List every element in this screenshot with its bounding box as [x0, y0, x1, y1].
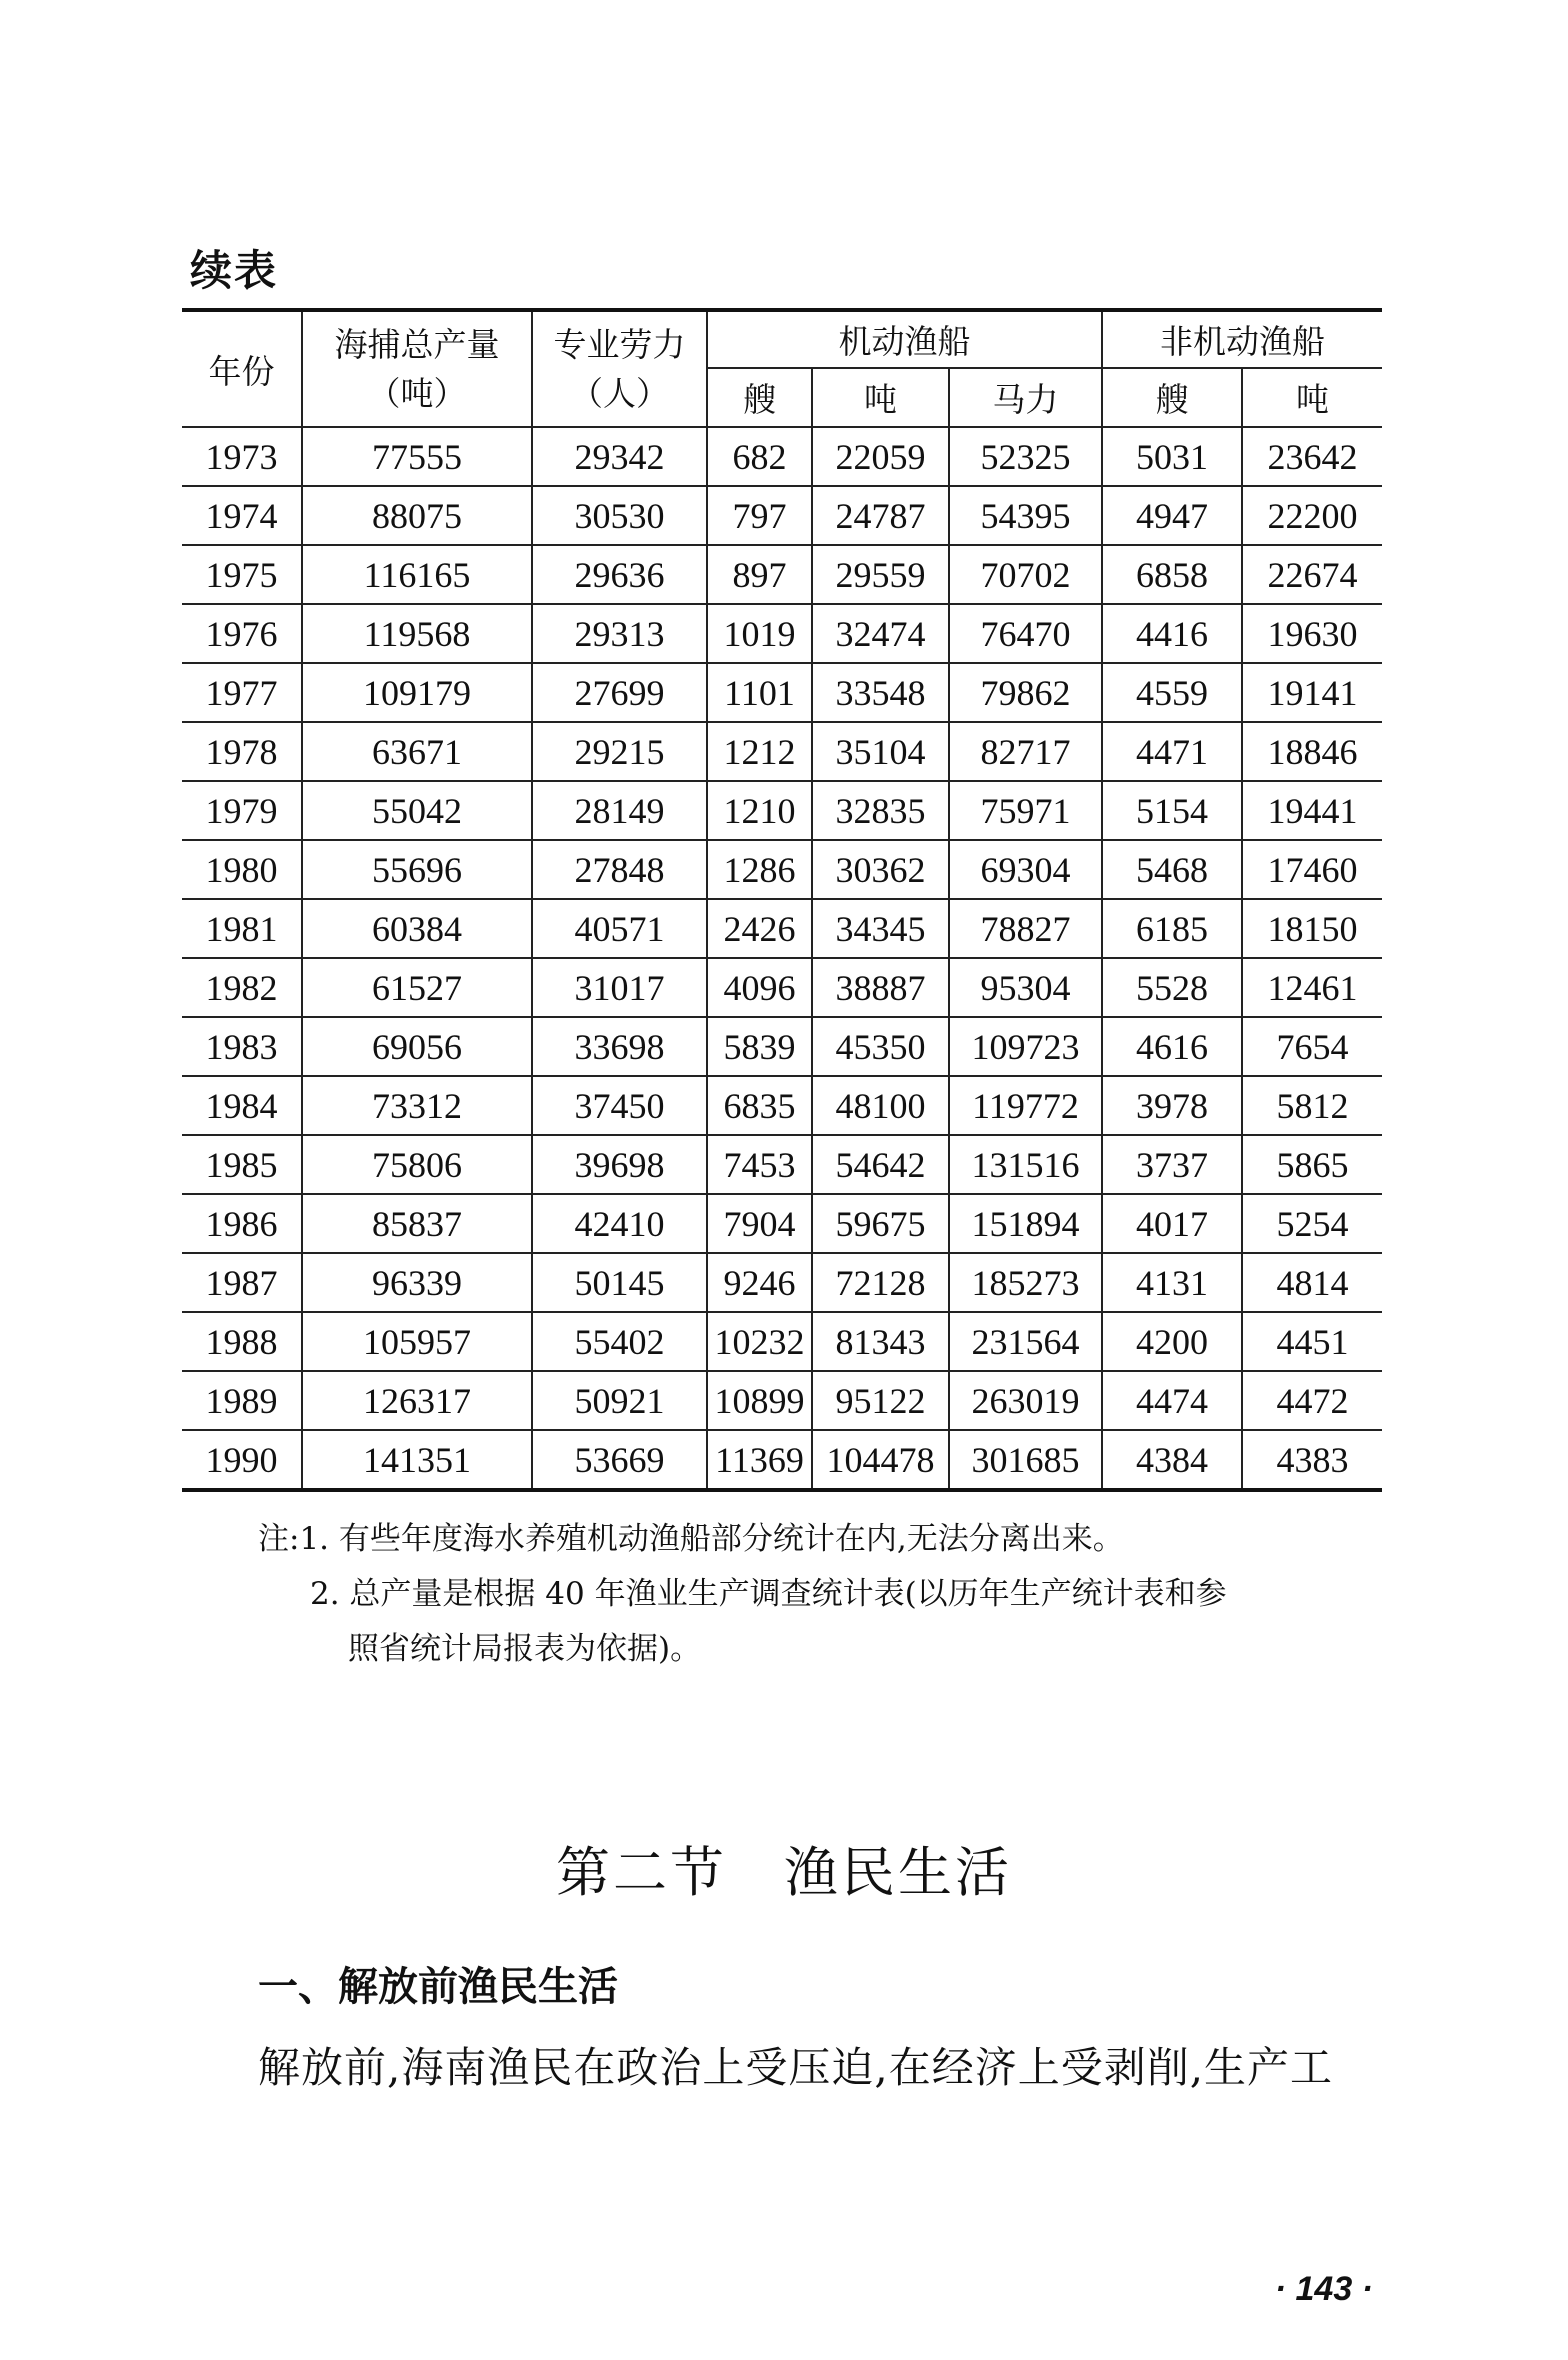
- cell-motor-ships: 1286: [707, 840, 812, 899]
- header-motor-ships: 艘: [707, 368, 812, 427]
- cell-nonmotor-ships: 3978: [1102, 1076, 1242, 1135]
- note-2-line-2: 照省统计局报表为依据)。: [348, 1631, 702, 1667]
- table-notes: [258, 1512, 1408, 1677]
- cell-motor-tons: 81343: [812, 1312, 949, 1371]
- cell-nonmotor-tons: 7654: [1242, 1017, 1382, 1076]
- cell-nonmotor-ships: 4131: [1102, 1253, 1242, 1312]
- cell-labor: 28149: [532, 781, 707, 840]
- cell-year: 1988: [182, 1312, 302, 1371]
- cell-motor-horsepower: 82717: [949, 722, 1102, 781]
- cell-nonmotor-tons: 19630: [1242, 604, 1382, 663]
- header-motor-boats: 机动渔船: [707, 310, 1102, 368]
- cell-nonmotor-ships: 4471: [1102, 722, 1242, 781]
- header-labor-unit: （人）: [570, 374, 669, 413]
- cell-motor-tons: 95122: [812, 1371, 949, 1430]
- cell-labor: 50145: [532, 1253, 707, 1312]
- cell-nonmotor-ships: 6185: [1102, 899, 1242, 958]
- cell-catch-total: 55042: [302, 781, 532, 840]
- cell-nonmotor-tons: 18150: [1242, 899, 1382, 958]
- table-row: [182, 899, 1382, 958]
- table-row: [182, 1430, 1382, 1490]
- cell-labor: 27848: [532, 840, 707, 899]
- note-1: 注:1. 有些年度海水养殖机动渔船部分统计在内,无法分离出来。: [258, 1521, 1124, 1557]
- fishery-statistics-table-wrapper: [182, 308, 1382, 1492]
- cell-nonmotor-ships: 4200: [1102, 1312, 1242, 1371]
- cell-labor: 29313: [532, 604, 707, 663]
- cell-labor: 39698: [532, 1135, 707, 1194]
- cell-catch-total: 69056: [302, 1017, 532, 1076]
- cell-catch-total: 55696: [302, 840, 532, 899]
- cell-nonmotor-tons: 5254: [1242, 1194, 1382, 1253]
- cell-year: 1978: [182, 722, 302, 781]
- cell-motor-ships: 9246: [707, 1253, 812, 1312]
- cell-nonmotor-ships: 4559: [1102, 663, 1242, 722]
- cell-labor: 33698: [532, 1017, 707, 1076]
- cell-motor-horsepower: 263019: [949, 1371, 1102, 1430]
- cell-year: 1983: [182, 1017, 302, 1076]
- cell-labor: 40571: [532, 899, 707, 958]
- cell-motor-horsepower: 231564: [949, 1312, 1102, 1371]
- cell-motor-horsepower: 301685: [949, 1430, 1102, 1490]
- cell-year: 1989: [182, 1371, 302, 1430]
- cell-motor-ships: 1101: [707, 663, 812, 722]
- cell-catch-total: 61527: [302, 958, 532, 1017]
- header-nonmotor-tons: 吨: [1242, 368, 1382, 427]
- cell-motor-tons: 59675: [812, 1194, 949, 1253]
- cell-nonmotor-tons: 18846: [1242, 722, 1382, 781]
- cell-motor-ships: 1019: [707, 604, 812, 663]
- cell-nonmotor-tons: 19141: [1242, 663, 1382, 722]
- cell-motor-tons: 38887: [812, 958, 949, 1017]
- cell-motor-ships: 1212: [707, 722, 812, 781]
- cell-nonmotor-tons: 12461: [1242, 958, 1382, 1017]
- cell-motor-tons: 104478: [812, 1430, 949, 1490]
- cell-nonmotor-ships: 5528: [1102, 958, 1242, 1017]
- cell-year: 1990: [182, 1430, 302, 1490]
- cell-motor-tons: 24787: [812, 486, 949, 545]
- page-number: · 143 ·: [1274, 2270, 1373, 2308]
- cell-nonmotor-tons: 23642: [1242, 427, 1382, 486]
- cell-motor-horsepower: 151894: [949, 1194, 1102, 1253]
- cell-motor-ships: 7453: [707, 1135, 812, 1194]
- cell-labor: 31017: [532, 958, 707, 1017]
- cell-motor-horsepower: 76470: [949, 604, 1102, 663]
- cell-motor-tons: 35104: [812, 722, 949, 781]
- table-row: [182, 486, 1382, 545]
- cell-labor: 29342: [532, 427, 707, 486]
- cell-motor-horsepower: 75971: [949, 781, 1102, 840]
- subsection-title: 一、解放前渔民生活: [258, 1964, 618, 2010]
- cell-catch-total: 119568: [302, 604, 532, 663]
- cell-nonmotor-tons: 5865: [1242, 1135, 1382, 1194]
- cell-labor: 27699: [532, 663, 707, 722]
- cell-labor: 50921: [532, 1371, 707, 1430]
- table-row: [182, 1253, 1382, 1312]
- cell-labor: 29215: [532, 722, 707, 781]
- cell-motor-ships: 797: [707, 486, 812, 545]
- continued-table-title: 续表: [190, 246, 279, 295]
- cell-motor-tons: 33548: [812, 663, 949, 722]
- cell-nonmotor-tons: 22674: [1242, 545, 1382, 604]
- note-2-line-1: 2. 总产量是根据 40 年渔业生产调查统计表(以历年生产统计表和参: [310, 1576, 1227, 1612]
- cell-nonmotor-ships: 4474: [1102, 1371, 1242, 1430]
- cell-catch-total: 73312: [302, 1076, 532, 1135]
- cell-catch-total: 85837: [302, 1194, 532, 1253]
- table-row: [182, 604, 1382, 663]
- cell-motor-ships: 2426: [707, 899, 812, 958]
- section-title: 第二节 渔民生活: [556, 1841, 1012, 1904]
- table-row: [182, 781, 1382, 840]
- cell-motor-ships: 682: [707, 427, 812, 486]
- cell-motor-ships: 7904: [707, 1194, 812, 1253]
- cell-catch-total: 60384: [302, 899, 532, 958]
- header-motor-tons: 吨: [812, 368, 949, 427]
- cell-year: 1986: [182, 1194, 302, 1253]
- cell-motor-tons: 32474: [812, 604, 949, 663]
- cell-motor-ships: 10232: [707, 1312, 812, 1371]
- cell-motor-tons: 34345: [812, 899, 949, 958]
- cell-motor-ships: 10899: [707, 1371, 812, 1430]
- cell-motor-horsepower: 95304: [949, 958, 1102, 1017]
- cell-labor: 37450: [532, 1076, 707, 1135]
- cell-motor-horsepower: 52325: [949, 427, 1102, 486]
- cell-catch-total: 126317: [302, 1371, 532, 1430]
- table-row: [182, 545, 1382, 604]
- cell-nonmotor-ships: 3737: [1102, 1135, 1242, 1194]
- table-row: [182, 1135, 1382, 1194]
- header-nonmotor-ships: 艘: [1102, 368, 1242, 427]
- header-catch-total: [302, 310, 532, 427]
- cell-catch-total: 88075: [302, 486, 532, 545]
- cell-catch-total: 63671: [302, 722, 532, 781]
- table-row: [182, 1017, 1382, 1076]
- cell-motor-horsepower: 70702: [949, 545, 1102, 604]
- cell-motor-tons: 72128: [812, 1253, 949, 1312]
- cell-nonmotor-tons: 4383: [1242, 1430, 1382, 1490]
- cell-catch-total: 105957: [302, 1312, 532, 1371]
- cell-catch-total: 96339: [302, 1253, 532, 1312]
- cell-motor-tons: 32835: [812, 781, 949, 840]
- header-labor: [532, 310, 707, 427]
- header-motor-horsepower: 马力: [949, 368, 1102, 427]
- table-row: [182, 1076, 1382, 1135]
- cell-motor-horsepower: 109723: [949, 1017, 1102, 1076]
- cell-motor-ships: 6835: [707, 1076, 812, 1135]
- cell-year: 1977: [182, 663, 302, 722]
- table-row: [182, 663, 1382, 722]
- table-row: [182, 1371, 1382, 1430]
- cell-nonmotor-ships: 5031: [1102, 427, 1242, 486]
- cell-motor-tons: 29559: [812, 545, 949, 604]
- cell-year: 1979: [182, 781, 302, 840]
- cell-motor-horsepower: 69304: [949, 840, 1102, 899]
- header-catch-total-label: 海捕总产量: [334, 324, 500, 364]
- cell-labor: 53669: [532, 1430, 707, 1490]
- cell-motor-horsepower: 131516: [949, 1135, 1102, 1194]
- cell-year: 1974: [182, 486, 302, 545]
- cell-catch-total: 75806: [302, 1135, 532, 1194]
- cell-motor-tons: 22059: [812, 427, 949, 486]
- cell-labor: 30530: [532, 486, 707, 545]
- cell-year: 1981: [182, 899, 302, 958]
- cell-labor: 55402: [532, 1312, 707, 1371]
- header-year: 年份: [182, 310, 302, 427]
- cell-motor-ships: 5839: [707, 1017, 812, 1076]
- header-nonmotor-boats: 非机动渔船: [1102, 310, 1382, 368]
- cell-nonmotor-tons: 4814: [1242, 1253, 1382, 1312]
- cell-nonmotor-ships: 5468: [1102, 840, 1242, 899]
- cell-labor: 29636: [532, 545, 707, 604]
- cell-motor-tons: 54642: [812, 1135, 949, 1194]
- cell-nonmotor-ships: 4947: [1102, 486, 1242, 545]
- cell-motor-horsepower: 119772: [949, 1076, 1102, 1135]
- cell-year: 1987: [182, 1253, 302, 1312]
- cell-motor-tons: 45350: [812, 1017, 949, 1076]
- cell-nonmotor-tons: 4472: [1242, 1371, 1382, 1430]
- cell-nonmotor-tons: 4451: [1242, 1312, 1382, 1371]
- cell-year: 1984: [182, 1076, 302, 1135]
- table-row: [182, 840, 1382, 899]
- table-row: [182, 958, 1382, 1017]
- cell-motor-horsepower: 185273: [949, 1253, 1102, 1312]
- cell-motor-tons: 48100: [812, 1076, 949, 1135]
- cell-nonmotor-tons: 22200: [1242, 486, 1382, 545]
- cell-labor: 42410: [532, 1194, 707, 1253]
- cell-year: 1985: [182, 1135, 302, 1194]
- cell-year: 1976: [182, 604, 302, 663]
- table-row: [182, 1312, 1382, 1371]
- cell-nonmotor-tons: 5812: [1242, 1076, 1382, 1135]
- cell-motor-ships: 11369: [707, 1430, 812, 1490]
- table-body: [182, 427, 1382, 1490]
- cell-nonmotor-ships: 4017: [1102, 1194, 1242, 1253]
- cell-year: 1980: [182, 840, 302, 899]
- cell-motor-horsepower: 54395: [949, 486, 1102, 545]
- cell-year: 1975: [182, 545, 302, 604]
- table-row: [182, 1194, 1382, 1253]
- cell-catch-total: 77555: [302, 427, 532, 486]
- cell-motor-horsepower: 78827: [949, 899, 1102, 958]
- cell-nonmotor-ships: 4384: [1102, 1430, 1242, 1490]
- cell-nonmotor-ships: 5154: [1102, 781, 1242, 840]
- cell-nonmotor-ships: 4416: [1102, 604, 1242, 663]
- cell-motor-tons: 30362: [812, 840, 949, 899]
- header-labor-label: 专业劳力: [553, 324, 686, 364]
- cell-nonmotor-ships: 4616: [1102, 1017, 1242, 1076]
- cell-year: 1982: [182, 958, 302, 1017]
- cell-nonmotor-ships: 6858: [1102, 545, 1242, 604]
- fishery-statistics-table: [182, 308, 1382, 1492]
- cell-nonmotor-tons: 17460: [1242, 840, 1382, 899]
- cell-catch-total: 109179: [302, 663, 532, 722]
- table-row: [182, 722, 1382, 781]
- cell-motor-ships: 4096: [707, 958, 812, 1017]
- cell-motor-horsepower: 79862: [949, 663, 1102, 722]
- cell-motor-ships: 897: [707, 545, 812, 604]
- cell-motor-ships: 1210: [707, 781, 812, 840]
- cell-catch-total: 116165: [302, 545, 532, 604]
- cell-catch-total: 141351: [302, 1430, 532, 1490]
- body-paragraph: 解放前,海南渔民在政治上受压迫,在经济上受剥削,生产工: [258, 2043, 1334, 2092]
- table-row: [182, 427, 1382, 486]
- cell-year: 1973: [182, 427, 302, 486]
- cell-nonmotor-tons: 19441: [1242, 781, 1382, 840]
- header-catch-total-unit: （吨）: [367, 374, 467, 413]
